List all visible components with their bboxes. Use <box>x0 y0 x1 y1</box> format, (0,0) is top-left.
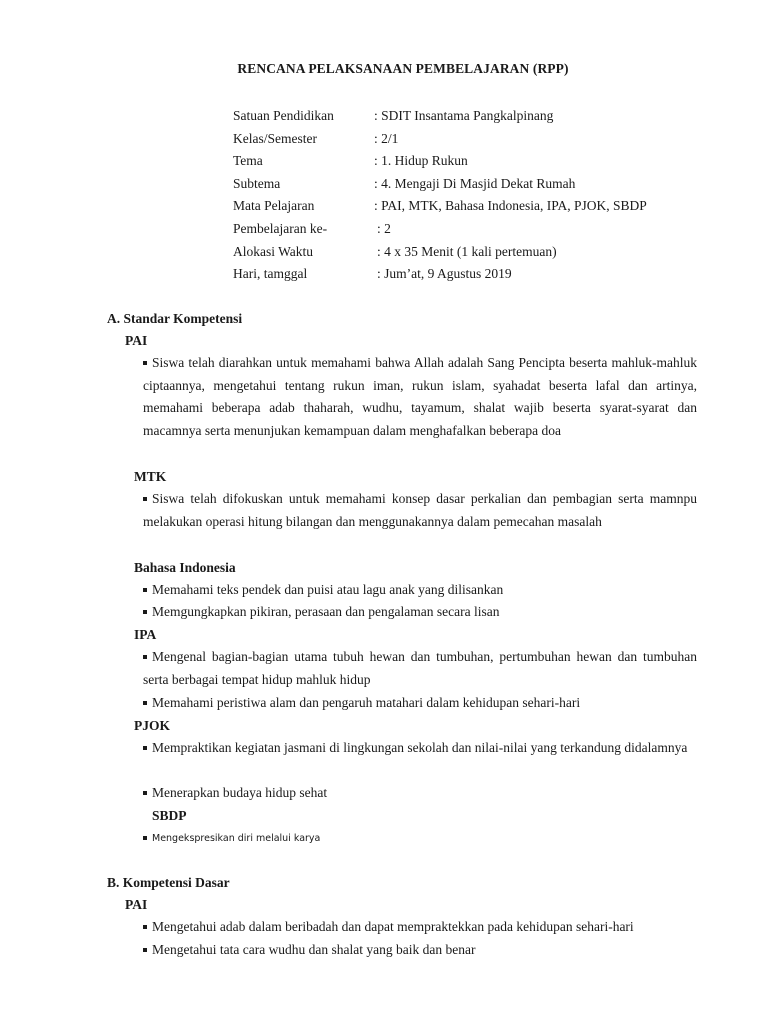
list-item <box>143 939 697 962</box>
list-item <box>143 579 697 602</box>
list-item-text: Siswa telah diarahkan untuk memahami bahwa Allah adalah Sang Pencipta beserta mahluk-mahluk ciptaannya, mengetahui tentang rukun iman, rukun islam, syahadat beserta lafal dan artinya, memahami beberapa adab thaharah, wudhu, tayamum, shalat wajib beserta syarat-syarat dan macamnya serta menunjukan kemampuan dalam menghafalkan beberapa doa <box>143 355 697 439</box>
subject-label-pai: PAI <box>125 333 148 348</box>
identity-value: : SDIT Insantama Pangkalpinang <box>374 108 554 123</box>
identity-value: : 4 x 35 Menit (1 kali pertemuan) <box>377 243 557 259</box>
list-item <box>143 352 697 443</box>
bullet-icon <box>143 836 147 840</box>
list-item <box>143 737 697 760</box>
identity-label: Tema <box>233 153 263 169</box>
list-item-text: Memgungkapkan pikiran, perasaan dan pengalaman secara lisan <box>152 604 500 619</box>
identity-label: Kelas/Semester <box>233 130 317 146</box>
identity-value: : Jum’at, 9 Agustus 2019 <box>377 266 512 282</box>
list-item-text: Mengekspresikan diri melalui karya <box>152 833 321 844</box>
list-item-text: Menerapkan budaya hidup sehat <box>152 785 328 800</box>
list-item <box>143 646 697 691</box>
section-a-heading: A. Standar Kompetensi <box>107 311 243 326</box>
list-item-text: Mempraktikan kegiatan jasmani di lingkungan sekolah dan nilai-nilai yang terkandung didalamnya <box>152 740 688 755</box>
list-item <box>143 692 697 715</box>
bullet-icon <box>143 588 147 592</box>
list-item-text: Siswa telah difokuskan untuk memahami konsep dasar perkalian dan pembagian serta mamnpu melakukan operasi hitung bilangan dan menggunakannya dalam pemecahan masalah <box>143 491 697 529</box>
list-item-text: Memahami peristiwa alam dan pengaruh matahari dalam kehidupan sehari-hari <box>152 695 581 710</box>
subject-label-mtk: MTK <box>134 469 167 484</box>
list-item <box>143 828 697 851</box>
identity-label: Pembelajaran ke- <box>233 220 328 236</box>
bullet-icon <box>143 925 147 929</box>
bullet-icon <box>143 791 147 795</box>
list-item <box>143 782 697 805</box>
bullet-icon <box>143 701 147 705</box>
identity-label: Hari, tamggal <box>233 266 308 282</box>
subject-label-bahasa-indonesia: Bahasa Indonesia <box>134 560 236 575</box>
subject-label-pjok: PJOK <box>134 718 170 733</box>
list-item-text: Memahami teks pendek dan puisi atau lagu anak yang dilisankan <box>152 582 504 597</box>
bullet-icon <box>143 948 147 952</box>
bullet-icon <box>143 361 147 365</box>
section-b-heading: B. Kompetensi Dasar <box>107 875 230 890</box>
list-item-text: Mengetahui adab dalam beribadah dan dapat mempraktekkan pada kehidupan sehari-hari <box>152 919 634 934</box>
identity-value: : PAI, MTK, Bahasa Indonesia, IPA, PJOK, SBDP <box>374 198 647 214</box>
bullet-icon <box>143 610 147 614</box>
list-item <box>143 916 697 939</box>
bullet-icon <box>143 655 147 659</box>
bullet-icon <box>143 497 147 501</box>
list-item-text: Mengenal bagian-bagian utama tubuh hewan dan tumbuhan, pertumbuhan hewan dan tumbuhan serta berbagai tempat hidup mahluk hidup <box>143 649 697 687</box>
document-title: RENCANA PELAKSANAAN PEMBELAJARAN (RPP) <box>237 61 569 76</box>
identity-label: Subtema <box>233 175 281 191</box>
list-item <box>143 488 697 533</box>
identity-label: Mata Pelajaran <box>233 198 315 214</box>
list-item <box>143 601 697 624</box>
identity-label: Alokasi Waktu <box>233 243 314 259</box>
subject-label-ipa: IPA <box>134 627 157 642</box>
subject-label-sbdp: SBDP <box>152 808 187 823</box>
identity-value: : 2/1 <box>374 130 399 146</box>
identity-value: : 1. Hidup Rukun <box>374 153 468 169</box>
bullet-icon <box>143 746 147 750</box>
list-item-text: Mengetahui tata cara wudhu dan shalat yang baik dan benar <box>152 942 476 957</box>
identity-value: : 2 <box>377 220 391 236</box>
identity-value: : 4. Mengaji Di Masjid Dekat Rumah <box>374 175 576 191</box>
subject-label-pai-kd: PAI <box>125 897 148 912</box>
identity-label: Satuan Pendidikan <box>233 108 334 123</box>
